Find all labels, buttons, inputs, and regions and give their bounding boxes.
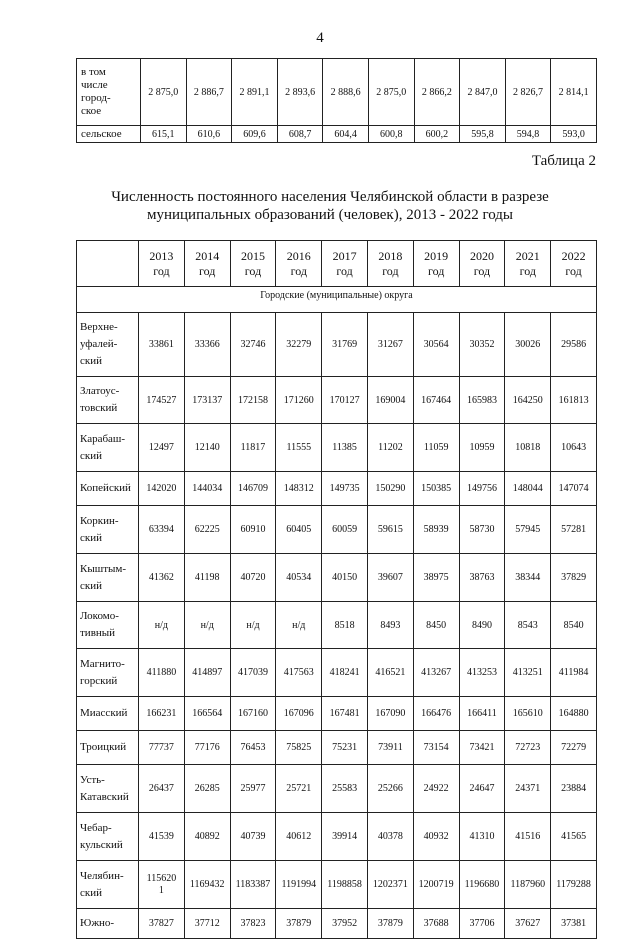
section-row bbox=[77, 287, 597, 313]
population-value: 73154 bbox=[413, 731, 459, 765]
population-value: 75231 bbox=[322, 731, 368, 765]
table-cell: 2 891,1 bbox=[232, 59, 278, 126]
municipality-name bbox=[77, 424, 139, 472]
population-value: 150385 bbox=[413, 472, 459, 506]
name-line: Чебар- bbox=[80, 821, 112, 834]
population-value: 166231 bbox=[139, 697, 185, 731]
population-value: 144034 bbox=[184, 472, 230, 506]
population-value: н/д bbox=[276, 602, 322, 649]
population-value: 165983 bbox=[459, 377, 505, 424]
population-value: 416521 bbox=[367, 649, 413, 697]
population-value: 1183387 bbox=[230, 861, 276, 909]
year-unit: год bbox=[336, 263, 353, 278]
population-value: 165610 bbox=[505, 697, 551, 731]
year-header bbox=[184, 241, 230, 287]
population-value: 40720 bbox=[230, 554, 276, 602]
municipality-name bbox=[77, 649, 139, 697]
population-value: 37381 bbox=[551, 909, 597, 939]
population-value: 41310 bbox=[459, 813, 505, 861]
population-value: 39914 bbox=[322, 813, 368, 861]
year-value: 2020 bbox=[469, 248, 494, 263]
population-value: 161813 bbox=[551, 377, 597, 424]
municipality-name bbox=[77, 313, 139, 377]
year-header bbox=[505, 241, 551, 287]
table-row bbox=[77, 697, 597, 731]
population-value: 31769 bbox=[322, 313, 368, 377]
table-cell: 610,6 bbox=[186, 126, 232, 143]
year-value: 2017 bbox=[332, 248, 357, 263]
population-value: 10818 bbox=[505, 424, 551, 472]
table-row bbox=[77, 313, 597, 377]
municipality-name bbox=[77, 731, 139, 765]
name-line: Кыштым- bbox=[80, 562, 127, 575]
population-value: 418241 bbox=[322, 649, 368, 697]
population-value: 1187960 bbox=[505, 861, 551, 909]
municipality-name bbox=[77, 506, 139, 554]
population-value: 59615 bbox=[367, 506, 413, 554]
year-unit: год bbox=[519, 263, 536, 278]
name-line: Южно- bbox=[80, 917, 115, 929]
population-value: 1169432 bbox=[184, 861, 230, 909]
row-label bbox=[77, 59, 141, 126]
table-cell: 2 847,0 bbox=[460, 59, 506, 126]
table-cell: 600,2 bbox=[414, 126, 460, 143]
municipality-name bbox=[77, 602, 139, 649]
population-value: 37827 bbox=[139, 909, 185, 939]
name-line: ский bbox=[80, 531, 102, 544]
year-unit: год bbox=[290, 263, 307, 278]
table-row bbox=[77, 59, 597, 126]
population-value: 30026 bbox=[505, 313, 551, 377]
name-line: ский bbox=[80, 449, 102, 462]
name-line: Копейский bbox=[80, 482, 131, 494]
population-value: 37952 bbox=[322, 909, 368, 939]
table-row bbox=[77, 472, 597, 506]
name-line: Миасский bbox=[80, 707, 128, 719]
population-value: 24371 bbox=[505, 765, 551, 813]
population-value: 32279 bbox=[276, 313, 322, 377]
year-unit: год bbox=[565, 263, 582, 278]
population-value: 33366 bbox=[184, 313, 230, 377]
population-value: 167160 bbox=[230, 697, 276, 731]
population-value: 26437 bbox=[139, 765, 185, 813]
population-value: 1202371 bbox=[367, 861, 413, 909]
population-value: 40612 bbox=[276, 813, 322, 861]
population-value: 11555 bbox=[276, 424, 322, 472]
population-value: 40892 bbox=[184, 813, 230, 861]
population-value: 25977 bbox=[230, 765, 276, 813]
population-value: 24647 bbox=[459, 765, 505, 813]
year-value: 2015 bbox=[240, 248, 265, 263]
table-cell: 600,8 bbox=[368, 126, 414, 143]
table-row bbox=[77, 861, 597, 909]
municipality-name bbox=[77, 472, 139, 506]
year-value: 2022 bbox=[561, 248, 586, 263]
population-value: 41362 bbox=[139, 554, 185, 602]
year-header bbox=[551, 241, 597, 287]
population-value: 174527 bbox=[139, 377, 185, 424]
population-value: 40150 bbox=[322, 554, 368, 602]
population-value: 149756 bbox=[459, 472, 505, 506]
municipality-name bbox=[77, 765, 139, 813]
name-line: ский bbox=[80, 886, 102, 899]
municipality-name bbox=[77, 861, 139, 909]
year-value: 2018 bbox=[378, 248, 403, 263]
table-row bbox=[77, 377, 597, 424]
name-line: Катавский bbox=[80, 790, 129, 803]
population-value: 413267 bbox=[413, 649, 459, 697]
population-value: 30564 bbox=[413, 313, 459, 377]
row-label-line: в том bbox=[81, 66, 106, 78]
population-value: 12497 bbox=[139, 424, 185, 472]
name-line: тивный bbox=[80, 627, 116, 639]
population-value: 62225 bbox=[184, 506, 230, 554]
table-cell: 615,1 bbox=[141, 126, 187, 143]
population-value: 77737 bbox=[139, 731, 185, 765]
population-value: 8543 bbox=[505, 602, 551, 649]
table-cell: 604,4 bbox=[323, 126, 369, 143]
population-value: 170127 bbox=[322, 377, 368, 424]
row-label bbox=[77, 126, 141, 143]
year-value: 2019 bbox=[424, 248, 449, 263]
row-label-line: ское bbox=[81, 105, 102, 117]
population-value: 1191994 bbox=[276, 861, 322, 909]
population-value: 37627 bbox=[505, 909, 551, 939]
header-row bbox=[77, 241, 597, 287]
population-value: 41198 bbox=[184, 554, 230, 602]
table-row bbox=[77, 909, 597, 939]
population-value: 63394 bbox=[139, 506, 185, 554]
year-unit: год bbox=[153, 263, 170, 278]
table-cell: 594,8 bbox=[505, 126, 551, 143]
population-value: 11385 bbox=[322, 424, 368, 472]
population-value: н/д bbox=[230, 602, 276, 649]
year-header bbox=[139, 241, 185, 287]
year-header bbox=[276, 241, 322, 287]
table-cell: 2 893,6 bbox=[277, 59, 323, 126]
population-value: 167481 bbox=[322, 697, 368, 731]
population-value: н/д bbox=[139, 602, 185, 649]
year-value: 2013 bbox=[149, 248, 174, 263]
population-value: 10959 bbox=[459, 424, 505, 472]
population-value: 32746 bbox=[230, 313, 276, 377]
population-value: 8493 bbox=[367, 602, 413, 649]
population-value: 8450 bbox=[413, 602, 459, 649]
population-value: 60405 bbox=[276, 506, 322, 554]
population-value: 60059 bbox=[322, 506, 368, 554]
table-row bbox=[77, 602, 597, 649]
continued-table bbox=[76, 58, 597, 143]
name-line: Магнито- bbox=[80, 657, 125, 670]
population-value: 57281 bbox=[551, 506, 597, 554]
population-value: 41516 bbox=[505, 813, 551, 861]
page-number: 4 bbox=[316, 30, 324, 46]
population-value: 12140 bbox=[184, 424, 230, 472]
population-value: 40378 bbox=[367, 813, 413, 861]
population-value: 147074 bbox=[551, 472, 597, 506]
name-line: Карабаш- bbox=[80, 432, 126, 445]
population-value: 411984 bbox=[551, 649, 597, 697]
population-value: 148044 bbox=[505, 472, 551, 506]
year-unit: год bbox=[244, 263, 262, 278]
year-value: 2016 bbox=[286, 248, 311, 263]
population-value: 37879 bbox=[367, 909, 413, 939]
table-cell: 2 888,6 bbox=[323, 59, 369, 126]
population-value: 11059 bbox=[413, 424, 459, 472]
table-title bbox=[60, 188, 600, 224]
population-value: 1196680 bbox=[459, 861, 505, 909]
name-line: Локомо- bbox=[80, 610, 119, 622]
title-line: муниципальных образований (человек), 2013 - 2022 годы bbox=[146, 207, 514, 223]
population-value: 57945 bbox=[505, 506, 551, 554]
population-value: н/д bbox=[184, 602, 230, 649]
population-value: 38344 bbox=[505, 554, 551, 602]
name-line: горский bbox=[80, 674, 118, 687]
population-value: 60910 bbox=[230, 506, 276, 554]
population-value: 25266 bbox=[367, 765, 413, 813]
population-value: 38975 bbox=[413, 554, 459, 602]
table-cell: 2 814,1 bbox=[551, 59, 597, 126]
municipality-name bbox=[77, 813, 139, 861]
name-line: ский bbox=[80, 355, 102, 367]
population-value: 8540 bbox=[551, 602, 597, 649]
population-value: 164250 bbox=[505, 377, 551, 424]
population-value: 417563 bbox=[276, 649, 322, 697]
population-value: 41539 bbox=[139, 813, 185, 861]
population-value: 77176 bbox=[184, 731, 230, 765]
population-table bbox=[76, 240, 597, 939]
name-line: товский bbox=[80, 402, 118, 414]
population-value: 25721 bbox=[276, 765, 322, 813]
population-value: 414897 bbox=[184, 649, 230, 697]
table-row bbox=[77, 765, 597, 813]
population-value: 169004 bbox=[367, 377, 413, 424]
population-value: 167096 bbox=[276, 697, 322, 731]
row-label-line: числе bbox=[81, 79, 108, 91]
municipality-name bbox=[77, 377, 139, 424]
population-value: 37823 bbox=[230, 909, 276, 939]
population-value: 172158 bbox=[230, 377, 276, 424]
population-value: 166476 bbox=[413, 697, 459, 731]
table-cell: 2 875,0 bbox=[141, 59, 187, 126]
table-row bbox=[77, 813, 597, 861]
population-value: 1200719 bbox=[413, 861, 459, 909]
population-value: 8490 bbox=[459, 602, 505, 649]
population-value: 142020 bbox=[139, 472, 185, 506]
year-header bbox=[413, 241, 459, 287]
population-value: 150290 bbox=[367, 472, 413, 506]
population-value: 72279 bbox=[551, 731, 597, 765]
table-cell: 608,7 bbox=[277, 126, 323, 143]
population-value: 39607 bbox=[367, 554, 413, 602]
name-line: Усть- bbox=[80, 773, 105, 786]
population-value: 37688 bbox=[413, 909, 459, 939]
name-line: кульский bbox=[80, 838, 123, 851]
population-value: 1179288 bbox=[551, 861, 597, 909]
population-value: 146709 bbox=[230, 472, 276, 506]
table-cell: 2 875,0 bbox=[368, 59, 414, 126]
table-label: Таблица 2 bbox=[531, 153, 596, 169]
population-value: 24922 bbox=[413, 765, 459, 813]
title-line: Численность постоянного населения Челябинской области в разрезе bbox=[111, 189, 549, 205]
population-value: 29586 bbox=[551, 313, 597, 377]
population-value: 73421 bbox=[459, 731, 505, 765]
header-corner bbox=[77, 241, 139, 287]
table-cell: 2 886,7 bbox=[186, 59, 232, 126]
population-value: 73911 bbox=[367, 731, 413, 765]
population-value: 417039 bbox=[230, 649, 276, 697]
table-row bbox=[77, 424, 597, 472]
name-line: Коркин- bbox=[80, 514, 119, 527]
population-value: 33861 bbox=[139, 313, 185, 377]
name-line: Верхне- bbox=[80, 321, 118, 333]
population-value: 411880 bbox=[139, 649, 185, 697]
name-line: уфалей- bbox=[80, 338, 118, 350]
population-value: 11202 bbox=[367, 424, 413, 472]
population-value: 10643 bbox=[551, 424, 597, 472]
population-value: 41565 bbox=[551, 813, 597, 861]
year-header bbox=[459, 241, 505, 287]
population-value: 40534 bbox=[276, 554, 322, 602]
name-line: Челябин- bbox=[80, 869, 124, 882]
year-unit: год bbox=[473, 263, 491, 278]
year-unit: год bbox=[199, 263, 216, 278]
population-value: 37712 bbox=[184, 909, 230, 939]
municipality-name bbox=[77, 554, 139, 602]
table-row bbox=[77, 649, 597, 697]
population-value: 167464 bbox=[413, 377, 459, 424]
name-line: Троицкий bbox=[80, 741, 127, 753]
population-value: 72723 bbox=[505, 731, 551, 765]
municipality-name bbox=[77, 697, 139, 731]
population-value: 11817 bbox=[230, 424, 276, 472]
municipality-name bbox=[77, 909, 139, 939]
year-value: 2014 bbox=[195, 248, 220, 263]
table-row bbox=[77, 554, 597, 602]
table-cell: 595,8 bbox=[460, 126, 506, 143]
population-value: 148312 bbox=[276, 472, 322, 506]
year-unit: год bbox=[382, 263, 399, 278]
population-value: 164880 bbox=[551, 697, 597, 731]
name-line: Златоус- bbox=[80, 385, 120, 397]
row-label-line: сельское bbox=[81, 127, 122, 140]
table-cell: 2 866,2 bbox=[414, 59, 460, 126]
population-value: 75825 bbox=[276, 731, 322, 765]
population-value: 31267 bbox=[367, 313, 413, 377]
population-value: 37879 bbox=[276, 909, 322, 939]
table-row bbox=[77, 506, 597, 554]
population-value: 1198858 bbox=[322, 861, 368, 909]
population-value: 40932 bbox=[413, 813, 459, 861]
population-value: 23884 bbox=[551, 765, 597, 813]
population-value: 413253 bbox=[459, 649, 505, 697]
population-value: 173137 bbox=[184, 377, 230, 424]
population-value: 58939 bbox=[413, 506, 459, 554]
population-value: 37829 bbox=[551, 554, 597, 602]
table-row bbox=[77, 126, 597, 143]
year-unit: год bbox=[427, 263, 445, 278]
population-value: 413251 bbox=[505, 649, 551, 697]
population-value: 149735 bbox=[322, 472, 368, 506]
population-value: 171260 bbox=[276, 377, 322, 424]
population-value: 30352 bbox=[459, 313, 505, 377]
row-label-line: город- bbox=[81, 92, 111, 104]
name-line: ский bbox=[80, 579, 102, 592]
year-header bbox=[230, 241, 276, 287]
table-cell: 2 826,7 bbox=[505, 59, 551, 126]
population-value: 166411 bbox=[459, 697, 505, 731]
year-header bbox=[367, 241, 413, 287]
population-value: 76453 bbox=[230, 731, 276, 765]
population-value: 26285 bbox=[184, 765, 230, 813]
year-value: 2021 bbox=[515, 248, 540, 263]
table-cell: 593,0 bbox=[551, 126, 597, 143]
year-header bbox=[322, 241, 368, 287]
population-value: 25583 bbox=[322, 765, 368, 813]
population-value: 38763 bbox=[459, 554, 505, 602]
population-value: 58730 bbox=[459, 506, 505, 554]
population-value: 166564 bbox=[184, 697, 230, 731]
population-value: 37706 bbox=[459, 909, 505, 939]
population-value: 8518 bbox=[322, 602, 368, 649]
population-value: 40739 bbox=[230, 813, 276, 861]
table-cell: 609,6 bbox=[232, 126, 278, 143]
population-value: 115620 1 bbox=[139, 861, 185, 909]
table-row bbox=[77, 731, 597, 765]
section-label: Городские (муниципальные) округа bbox=[77, 287, 597, 313]
population-value: 167090 bbox=[367, 697, 413, 731]
